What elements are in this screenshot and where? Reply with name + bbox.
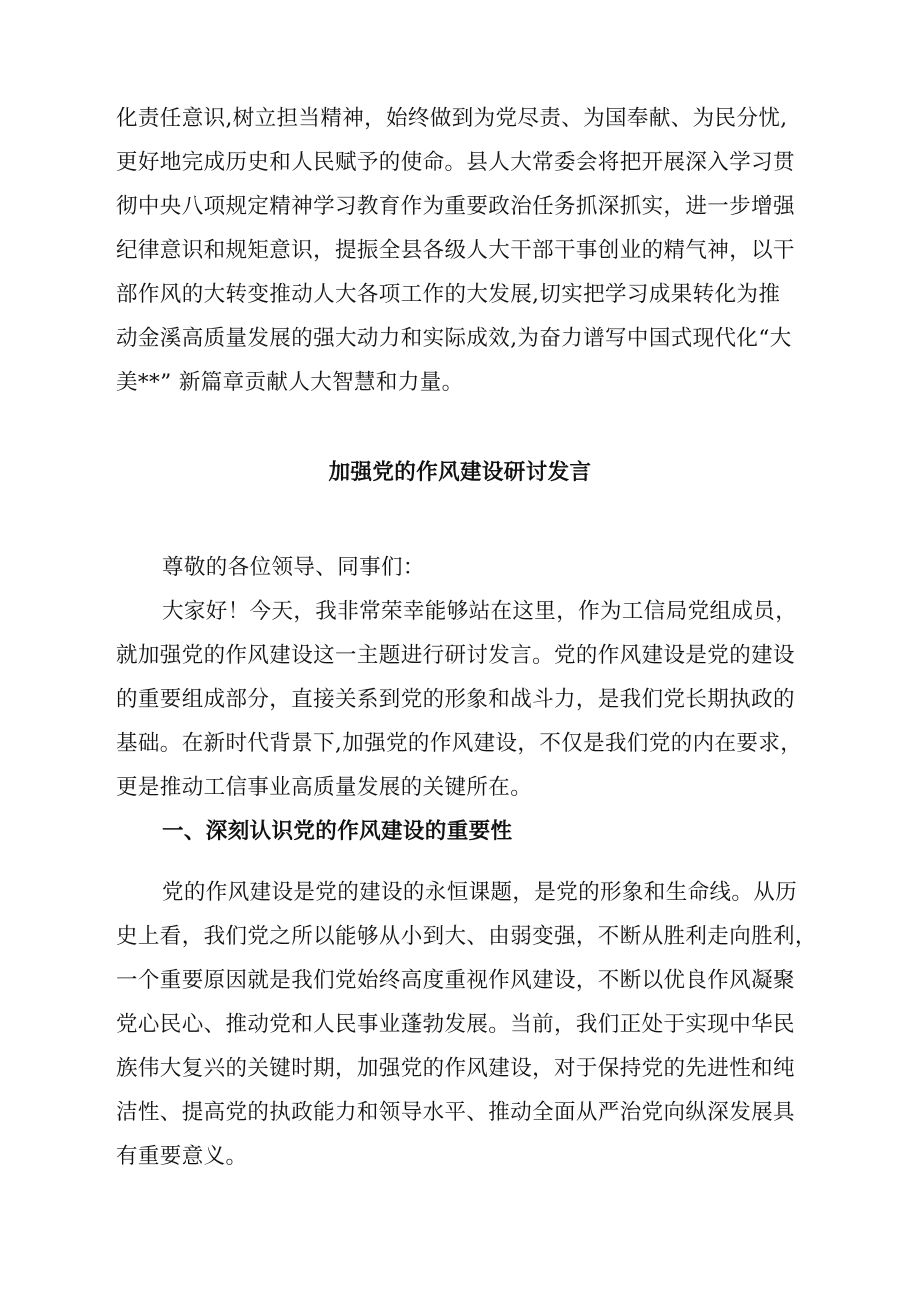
paragraph-line: 有重要意义。 — [116, 1144, 248, 1169]
salutation: 尊敬的各位领导、同事们： — [162, 555, 425, 580]
paragraph-line: 史上看，我们党之所以能够从小到大、由弱变强，不断从胜利走向胜利， — [116, 924, 817, 949]
paragraph-line: 族伟大复兴的关键时期，加强党的作风建设，对于保持党的先进性和纯 — [116, 1056, 795, 1081]
paragraph-line: 一个重要原因就是我们党始终高度重视作风建设，不断以优良作风凝聚 — [116, 968, 795, 993]
paragraph-line: 彻中央八项规定精神学习教育作为重要政治任务抓深抓实，进一步增强 — [116, 194, 795, 219]
paragraph-line: 洁性、提高党的执政能力和领导水平、推动全面从严治党向纵深发展具 — [116, 1100, 795, 1125]
paragraph-line: 基础。在新时代背景下,加强党的作风建设，不仅是我们党的内在要求， — [116, 731, 803, 756]
paragraph-line: 化责任意识,树立担当精神，始终做到为党尽责、为国奉献、为民分忧, — [116, 106, 788, 131]
paragraph-line: 更好地完成历史和人民赋予的使命。县人大常委会将把开展深入学习贯 — [116, 150, 795, 175]
section-heading: 一、深刻认识党的作风建设的重要性 — [162, 819, 513, 844]
document-title: 加强党的作风建设研讨发言 — [328, 460, 592, 485]
paragraph-line: 美**” 新篇章贡献人大智慧和力量。 — [116, 370, 464, 395]
paragraph-line: 纪律意识和规矩意识，提振全县各级人大干部干事创业的精气神，以干 — [116, 238, 795, 263]
paragraph-line: 部作风的大转变推动人大各项工作的大发展,切实把学习成果转化为推 — [116, 282, 781, 307]
paragraph-line: 党的作风建设是党的建设的永恒课题，是党的形象和生命线。从历 — [162, 880, 798, 905]
paragraph-line: 更是推动工信事业高质量发展的关键所在。 — [116, 775, 533, 800]
paragraph-line: 党心民心、推动党和人民事业蓬勃发展。当前，我们正处于实现中华民 — [116, 1012, 795, 1037]
paragraph-line: 大家好！今天，我非常荣幸能够站在这里，作为工信局党组成员， — [162, 599, 798, 624]
paragraph-line: 就加强党的作风建设这一主题进行研讨发言。党的作风建设是党的建设 — [116, 643, 795, 668]
paragraph-line: 的重要组成部分，直接关系到党的形象和战斗力，是我们党长期执政的 — [116, 687, 795, 712]
paragraph-line: 动金溪高质量发展的强大动力和实际成效,为奋力谱写中国式现代化“大 — [116, 326, 792, 351]
